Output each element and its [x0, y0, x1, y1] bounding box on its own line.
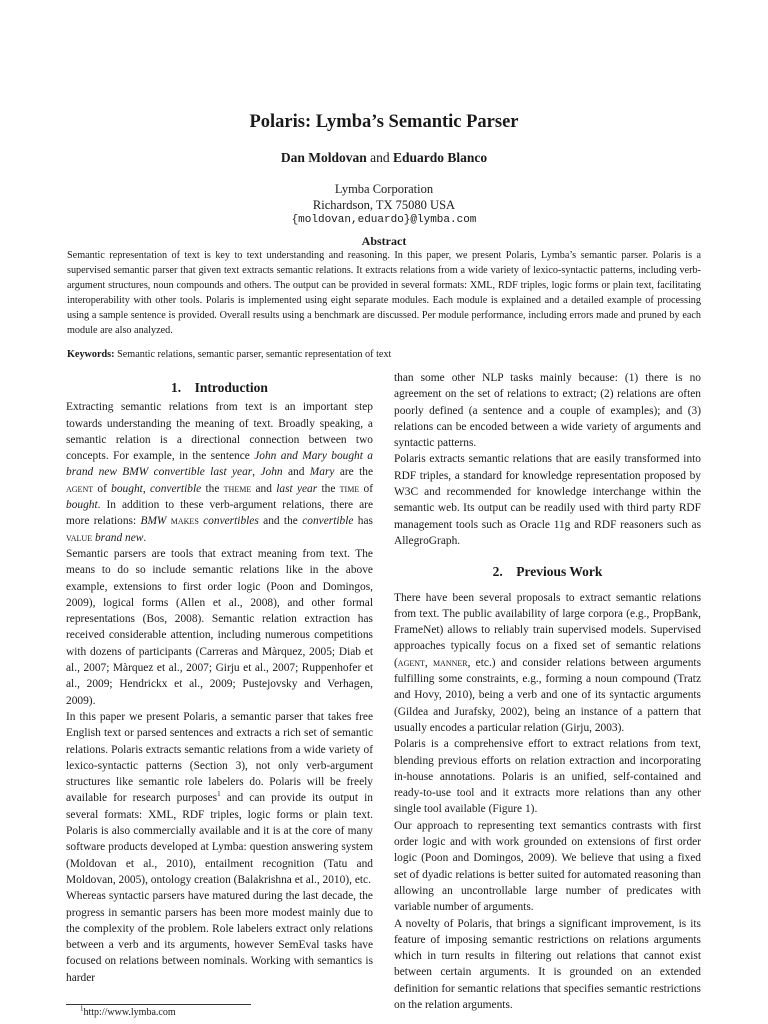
keywords-text: Semantic relations, semantic parser, semantic representation of text [114, 349, 392, 360]
intro-paragraph-5: than some other NLP tasks mainly because: (1) there is no agreement on the set of relations to extract; (2) relations are often poorly defined (a sentence and a couple of examples); and (3) relations can be encoded between a wide variety of arguments and syntactic patterns. [394, 372, 701, 450]
section-heading-introduction: 1. Introduction [171, 380, 268, 395]
previous-paragraph-1: There have been several proposals to extract semantic relations from text. The public availability of large corpora (e.g., PropBank, FrameNet) allows to reliably train supervised models. Supervised approaches typically focus on a fixed set of semantic relations (agent, manner, etc.) and consider relations between arguments fulfilling some constraints, e.g., forming a noun compound (Tratz and Hovy, 2010), being a verb and one of its syntactic arguments (Gildea and Jurafsky, 2002), being an instance of a pattern that usually encodes a particular relation (Girju, 2003). [394, 591, 701, 734]
abstract-heading: Abstract [361, 234, 407, 248]
previous-paragraph-3: Our approach to representing text semantics contrasts with first order logic and with work grounded on extensions of first order logic (Poon and Domingos, 2009). We believe that using a fixed set of dyadic relations is better suited for automated reasoning than allowing an uncontrollable large number of predicates with variable number of arguments. [394, 819, 701, 914]
footnote [80, 1006, 176, 1019]
intro-paragraph-1: Extracting semantic relations from text is an important step towards understanding the meaning of text. Broadly speaking, a semantic relation is a directional connection between two concepts. For example, in the sentence John and Mary bought a brand new BMW convertible last year, John and Mary are the agent of bought, convertible the theme and last year the time of bought. In addition to these verb-argument relations, there are more relations: BMW makes convertibles and the convertible has value brand new. [66, 401, 374, 544]
author-connector: and [366, 150, 393, 165]
keywords-label: Keywords: [67, 349, 115, 360]
intro-paragraph-4: Whereas syntactic parsers have matured during the last decade, the progress in semantic parsers has been more modest mainly due to the complexity of the problem. Role labelers extract only relations between a verb and its arguments, however SemEval tasks have focused on relations between nominals. Working with semantics is harder [66, 890, 373, 984]
abstract-text: Semantic representation of text is key to text understanding and reasoning. In this paper, we present Polaris, Lymba’s semantic parser. Polaris is a supervised semantic parser that given text extracts semantic relations. It extracts relations from a wide variety of lexico-syntactic patterns, including verb-argument structures, noun compounds and others. The output can be provided in several formats: XML, RDF triples, logic forms or plain text, facilitating interoperability with other tools. Polaris is implemented using eight separate modules. Each module is explained and a detailed example of processing using a sample sentence is provided. Overall results using a benchmark are discussed. Per module performance, including errors made and pruned by each module are also analyzed. [67, 250, 701, 336]
authors [0, 150, 768, 166]
author-2: Eduardo Blanco [393, 150, 488, 165]
affiliation-address: Richardson, TX 75080 USA [312, 197, 456, 212]
affiliation-org: Lymba Corporation [334, 182, 434, 196]
section-heading-previous-work: 2. Previous Work [492, 564, 603, 580]
intro-paragraph-6: Polaris extracts semantic relations that are easily transformed into RDF triples, a standard for knowledge representation proposed by W3C and recommended for knowledge interchange within the semantic web. Its output can be readily used with third party RDF management tools such as Oracle 11g and RDF reasoners such as AllegroGraph. [394, 453, 701, 547]
footnote-url[interactable]: http://www.lymba.com [83, 1007, 176, 1018]
affiliation [0, 182, 768, 229]
keywords [67, 348, 701, 362]
affiliation-email: {moldovan,eduardo}@lymba.com [291, 214, 477, 226]
previous-paragraph-2: Polaris is a comprehensive effort to extract relations from text, blending previous efforts on relation extraction and incorporating in-house annotations. Polaris is an unified, self-contained and ready-to-use tool and it extracts more relations than any other single tool available (Figure 1). [394, 738, 701, 816]
author-1: Dan Moldovan [280, 150, 367, 165]
right-column [394, 370, 701, 1013]
paper-title: Polaris: Lymba’s Semantic Parser [249, 112, 519, 132]
left-column [66, 370, 373, 986]
intro-paragraph-3: In this paper we present Polaris, a semantic parser that takes free English text or parsed sentences and extracts a rich set of semantic relations. Polaris extracts semantic relations from a wide variety of lexico-syntactic patterns (Section 3), not only verb-argument structures like semantic role labelers do. Polaris will be freely available for research purposes$^1$ and can provide its output in several formats: XML, RDF triples, logic forms or plain text. Polaris is also commercially available and it is at the core of many software products developed at Lymba: question answering system (Moldovan et al., 2010), entailment recognition (Tatu and Moldovan, 2005), ontology creation (Balakrishna et al., 2010), etc. [66, 710, 373, 886]
footnote-rule [66, 1004, 251, 1005]
footnote-mark: 1 [80, 1004, 84, 1013]
footnote-ref: 1 [217, 790, 221, 799]
intro-paragraph-2: Semantic parsers are tools that extract meaning from text. The means to do so include semantic relations like in the above example, extensions to first order logic (Poon and Domingos, 2009), logical forms (Allen et al., 2008), and other formal representations (Bos, 2008). Semantic relation extraction has received considerable attention, including numerous competitions with dozens of participants (Carreras and Màrquez, 2005; Diab et al., 2007; Màrquez et al., 2007; Girju et al., 2007; Ruppenhofer et al., 2009; Hendrickx et al., 2009; Pustejovsky and Verhagen, 2009). [66, 547, 373, 707]
previous-paragraph-4: A novelty of Polaris, that brings a significant improvement, is its feature of imposing semantic restrictions on relations arguments which in turn results in filtering out relations that cannot exist between certain arguments. It is grounded on an extended definition for semantic relations that specifies semantic restrictions on the relation arguments. [394, 917, 701, 1011]
